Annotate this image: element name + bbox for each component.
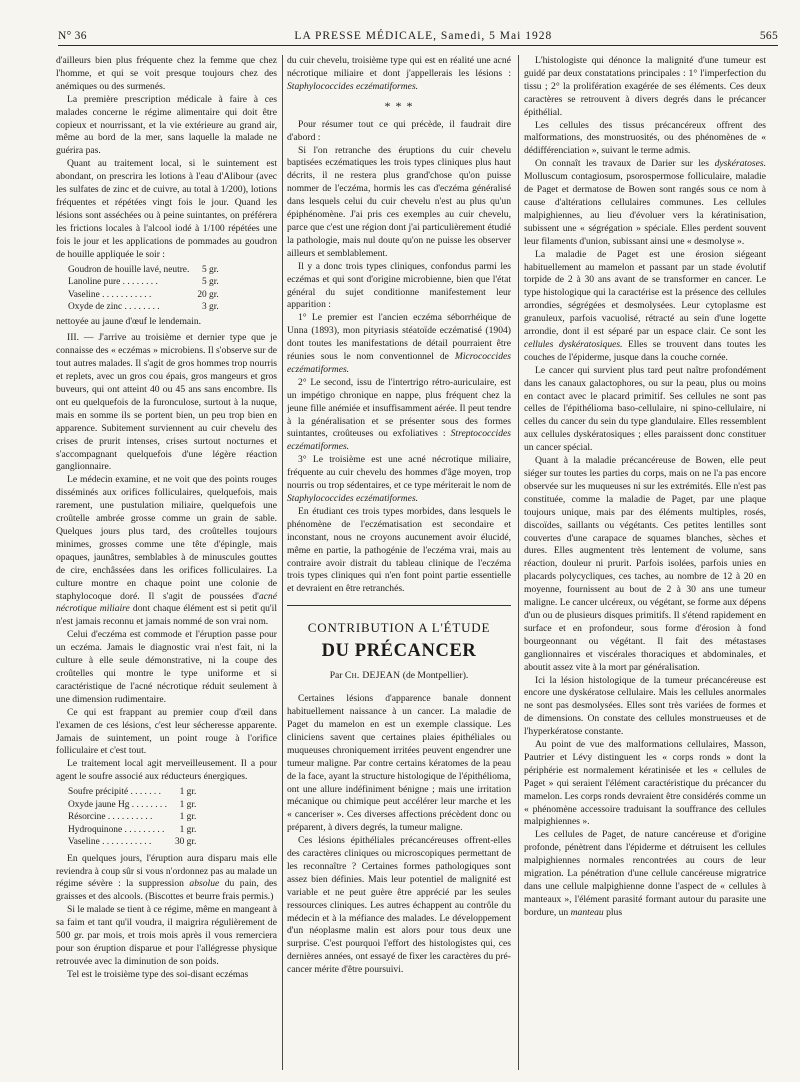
text-run: dont chaque élément est si petit qu'il n'est jamais reconnu et jamais nommé de son vrai nom.: [56, 603, 277, 628]
paragraph: Si le malade se tient à ce régime, même en mangeant à sa faim et tant qu'il voudra, il maigrira régulièrement de 500 gr. par mois, et trois mois après il vous remerciera pour son éruption disparue et pour l'allégresse physique retrouvée avec la diminution de son poids.: [56, 904, 277, 967]
text-run: Elles se trouvent dans toutes les couches de l'épiderme, jusque dans la couche cornée.: [524, 338, 766, 363]
paragraph: [287, 312, 511, 377]
paragraph: [524, 249, 766, 365]
paragraph: Au point de vue des malformations cellulaires, Masson, Pautrier et Lévy distinguent les « corps ronds » dont la périphérie est normalement kératinisée et les « cellules de Paget » qui seraient l'élément caractéristique du précancer du mamelon. Les corps ronds devraient être considérés comme un « phénomène accessoire traduisant la souffrance des cellules malpighiennes ».: [524, 739, 766, 828]
text-run: En quelques jours, l'éruption aura disparu mais elle reviendra à coup sûr si vous n'ordonnez pas au malade un régime sévère : la suppression: [56, 852, 277, 890]
paragraph: Il y a donc trois types cliniques, confondus parmi les eczémas et qui sont d'origine microbienne, bien que l'état général du sujet conditionne manifestement leur apparition :: [287, 260, 511, 311]
paragraph: [287, 454, 511, 506]
recipe-table: [66, 786, 198, 849]
text-run: Les cellules de Paget, de nature cancéreuse et d'origine profonde, pénètrent dans l'épiderme et détruisent les cellules malpighiennes normales rencontrées au cours de leur migration. La pénétration d'une cellule cancéreuse migratrice dans une cellule malpighienne donne l'aspect de « cellules à manteaux », l'élément parasité formant autour du parasite une bordure, un: [524, 829, 766, 918]
paragraph: En étudiant ces trois types morbides, dans lesquels le phénomène de l'eczématisation est secondaire et inconstant, nous ne croyons aucunement avoir élucidé, même en partie, la pathogénie de l'eczéma vrai, mais au contraire avoir distrait du tableau clinique de l'eczéma trois types cliniques qui n'en font point partie essentielle et devraient en être retranchés.: [287, 505, 511, 595]
emphasis: Staphylococcides eczématiformes.: [287, 493, 419, 504]
paragraph: Les cellules des tissus précancéreux offrent des malformations, des monstruosités, ou des phénomènes de « dédifférenciation », suivant le terme admis.: [524, 119, 766, 157]
column-2: [287, 55, 511, 1075]
paragraph: Le cancer qui survient plus tard peut naître profondément dans les canaux galactophores, ou sur la peau, plus ou moins en contact avec le placard primitif. Ses cellules ne sont pas celles de l'épithélioma baso-cellulaire, ni spino-cellulaire, ni celles du cancer du sein du type glandulaire. Elles ressemblent aux cellules dyskératosiques ; elles paraissent donc constituer un cancer spécial.: [524, 364, 766, 454]
section-rule: [287, 605, 511, 606]
paragraph: Le traitement local agit merveilleusement. Il a pour agent le soufre associé aux réducteurs énergiques.: [56, 758, 277, 783]
paragraph: d'ailleurs bien plus fréquente chez la femme que chez l'homme, et qui se voit presque toujours chez des anémiques ou des surmenés.: [56, 55, 277, 92]
paragraph: [524, 829, 766, 919]
emphasis: absolue: [189, 878, 220, 890]
recipe-row: [66, 786, 198, 799]
author-place: (de Montpellier).: [400, 670, 469, 682]
article-byline: [287, 670, 511, 683]
recipe-row: [66, 289, 221, 302]
ingredient: Oxyde jaune Hg . . . . . . . .: [68, 799, 167, 810]
text-run: 3° Le troisième est une acné nécrotique miliaire, fréquente au cuir chevelu des hommes d'âge moyen, trop nourris ou trop sédentaires, et ce type mériterait le nom de: [287, 454, 511, 492]
emphasis: dyskératoses.: [714, 158, 766, 170]
emphasis: Streptococcides eczématiformes.: [287, 428, 511, 453]
quantity: 5 gr.: [202, 264, 219, 275]
article-title: DU PRÉCANCER: [321, 641, 477, 662]
quantity: 1 gr.: [179, 787, 197, 798]
paragraph: [56, 853, 277, 905]
recipe-row: [66, 811, 198, 824]
ingredient: Vaseline . . . . . . . . . . .: [68, 837, 152, 848]
paragraph: Quant à la maladie précancéreuse de Bowen, elle peut siéger sur toutes les parties du corps, mais on ne l'a pas encore observée sur les muqueuses ni sur les extrémités. Elle n'est pas constituée, comme la maladie de Paget, par une plaque toujours unique, mais par des éléments multiples, rosés, discoïdes, saillants ou végétants. Ces petites lentilles sont couvertes d'une carapace de squames blanches, sèches et dures. Elles augmentent très lentement de volume, sans réaction, douleur ni prurit. Parfois isolées, parfois unies en placards polycycliques, ces taches, au nombre de 12 à 20 en moyenne, fournissent au bout de 2 à 30 ans une tumeur maligne. Le cancer ulcéreux, ou végétant, se forme aux dépens d'un ou de plusieurs disques primitifs. Il s'étend rapidement en surface et en profondeur, sous forme d'érosion à fond bourgeonnant ou végétant. Il fait des métastases ganglionnaires et viscérales thoraciques et abdominales, et aboutit assez vite à la mort par généralisation.: [524, 455, 766, 673]
paragraph: La première prescription médicale à faire à ces malades concerne le régime alimentaire qui doit être copieux et nourrissant, et la vie extérieure au grand air, même au bord de la mer, sans laquelle la malade ne guérira pas.: [56, 93, 277, 157]
paragraph: L'histologiste qui dénonce la malignité d'une tumeur est guidé par deux constatations principales : 1° l'imperfection du tissu ; 2° la prolifération exagérée de ses éléments. Ces deux caractères se retrouvent à divers degrés dans le précancer épithélial.: [524, 55, 766, 118]
text-run: La maladie de Paget est une érosion siégeant habituellement au mamelon et passant par un stade évolutif torpide de 2 à 30 ans avant de se transformer en cancer. Le type histologique qui la caractérise est la présence des cellules arrondies, ségrégées et desmolysées. Leur cytoplasme est granuleux, parfois vacuolisé, rétracté au sein d'une logette arrondie, dont il est séparé par un espace clair. Ce sont les: [524, 248, 766, 338]
text-run: du pain, des graisses et des alcools. (Biscottes et beurre frais permis.): [56, 878, 277, 903]
ingredient: Hydroquinone . . . . . . . . .: [68, 824, 165, 835]
paragraph: Ces lésions épithéliales précancéreuses offrent-elles des caractères cliniques ou microscopiques permettant de les reconnaître ? Certaines formes pathologiques sont assez bien définies. Mais leur potentiel de malignité est variable et ne peut guère être apprécié par les seules ressources cliniques. Les autres échappent au contrôle du médecin et à la méfiance des malades. Le développement d'un néoplasme malin est alors pour tous deux une surprise. C'est pourquoi l'effort des histologistes qui, ces dernières années, ont essayé de fixer les caractères du pré-cancer mérite d'être poursuivi.: [287, 835, 511, 976]
column-divider: [518, 55, 519, 1070]
text-run: Molluscum contagiosum, psorospermose folliculaire, maladie de Paget et dermatose de Bowen sont rangés sous ce nom à cause d'altérations cellulaires communes. Les cellules malpighiennes, au lieu d'évoluer vers la kératinisation, subissent une « ségrégation » spéciale. Elles perdent souvent leur filaments d'union, subissant ainsi une « desmolyse ».: [524, 171, 766, 247]
emphasis: Staphylococcides eczématiformes.: [287, 80, 419, 92]
author-name: Ch. DEJEAN: [344, 670, 401, 682]
recipe-row: [66, 824, 198, 837]
recipe-row: [66, 799, 198, 812]
ingredient: Lanoline pure . . . . . . . .: [68, 277, 158, 287]
article-kicker: CONTRIBUTION A L'ÉTUDE: [307, 620, 491, 636]
recipe-row: [66, 276, 221, 289]
paragraph: Pour résumer tout ce qui précède, il faudrait dire d'abord :: [287, 118, 511, 143]
column-1: [56, 55, 277, 1075]
header-rule: [58, 45, 778, 46]
emphasis: Micrococcides eczématiformes.: [287, 351, 511, 375]
text-run: 1° Le premier est l'ancien eczéma séborrhéique de Unna (1893), mon pityriasis stéatoïde eczématisé (1904) dont toutes les manifestations de détail pourraient être réunies sous le nom conventionnel de: [287, 312, 511, 363]
paragraph: Si l'on retranche des éruptions du cuir chevelu baptisées eczématiques les trois types cliniques plus haut décrits, il ne restera plus grand'chose qu'on puisse nommer de l'eczéma, hormis les cas d'eczéma généralisé dans lesquels celui du cuir chevelu n'est au plus qu'un épiphénomène. J'ai pris ces exemples au cuir chevelu, parce que c'est une région dont j'ai particulièrement étudié la pathologie, mais nul doute qu'on ne puisse les observer ailleurs et semblablement.: [287, 144, 511, 259]
ingredient: Oxyde de zinc . . . . . . . .: [68, 302, 160, 312]
text-run: du cuir chevelu, troisième type qui est en réalité une acné nécrotique miliaire et dont j'appellerais les lésions :: [287, 55, 511, 79]
page-number: 565: [759, 30, 778, 42]
ingredient: Soufre précipité . . . . . . .: [68, 787, 161, 798]
paragraph: nettoyée au jaune d'œuf le lendemain.: [56, 315, 202, 327]
asterism: * * *: [384, 98, 414, 113]
text-run: plus: [603, 906, 623, 918]
column-divider: [282, 55, 283, 1070]
page-header: [58, 30, 778, 44]
issue-number: N° 36: [58, 30, 87, 42]
recipe-table: [66, 264, 221, 314]
quantity: 30 gr.: [174, 837, 197, 848]
column-3: [524, 55, 766, 1075]
paragraph: [56, 474, 277, 629]
paragraph: Quant au traitement local, si le suintement est abondant, on prescrira les lotions à l'eau d'Alibour (avec les sulfates de zinc et de cuivre, au total à 1/200), lotions fréquentes et répétées vingt fois le jour. Quand les lésions sont asséchées ou à peine suintantes, on préférera les frictions locales à l'alcool iodé à 1/100 répétées une fois le jour et les applications de pommades au goudron de houille appliquée le soir :: [56, 158, 277, 260]
text-run: 2° Le second, issu de l'intertrigo rétro-auriculaire, est un impétigo chronique en nappe, plus fréquent chez la jeune fille anémiée et insuffisamment aérée. Il peut tendre à la généralisation et se présenter sous des formes suintantes, croûteuses ou exfoliatives :: [287, 376, 511, 440]
ingredient: Goudron de houille lavé, neutre.: [68, 264, 190, 275]
paragraph: Tel est le troisième type des soi-disant eczémas: [67, 968, 249, 980]
ingredient: Résorcine . . . . . . . . . .: [68, 812, 153, 823]
paragraph: [287, 377, 511, 454]
journal-title: LA PRESSE MÉDICALE, Samedi, 5 Mai 1928: [294, 30, 553, 42]
emphasis: cellules dyskératosiques.: [524, 338, 623, 350]
quantity: 1 gr.: [179, 824, 197, 835]
recipe-row: [66, 264, 221, 277]
paragraph: Ce qui est frappant au premier coup d'œil dans l'examen de ces lésions, c'est leur sécheresse apparente. Jamais de suintement, un point rouge à l'orifice folliculaire et c'est tout.: [56, 706, 277, 757]
quantity: 1 gr.: [179, 799, 197, 810]
quantity: 3 gr.: [202, 302, 219, 312]
recipe-row: [66, 301, 221, 314]
emphasis: manteau: [570, 906, 604, 918]
paragraph: Ici la lésion histologique de la tumeur précancéreuse est encore une dyskératose cellulaire. Mais les cellules anormales ne sont pas desmolysées. Elles sont très variées de formes et de dimensions. On constate des cellules monstrueuses et de l'hyperkératose constante.: [524, 674, 766, 738]
text-run: On connaît les travaux de Darier sur les: [535, 158, 715, 170]
text-run: Le médecin examine, et ne voit que des points rouges disséminés aux orifices folliculaires, quelquefois, mais rarement, une pustulation miliaire, quelquefois une croûtelle ambrée grosse comme un grain de sable. Quelques jours plus tard, des croûtelles toujours minimes, grosses comme une tête d'épingle, mais opaques, jaunâtres, semblables à de minuscules gouttes de cire, enchâssées dans les orifices folliculaires. La culture montre en chaque point une colonie de staphylocoque doré. Il s'agit de poussées d': [56, 474, 277, 602]
paragraph: [287, 55, 511, 94]
quantity: 1 gr.: [179, 812, 197, 823]
recipe-row: [66, 836, 198, 849]
paragraph: Celui d'eczéma est commode et l'éruption passe pour un eczéma. Jamais le diagnostic vrai n'est fait, ni la culture à elle seule démonstrative, ni la coupe des croûtelles qui montre le type uniforme et si caractéristique de l'acné nécrotique réduit seulement à une dimension rudimentaire.: [56, 629, 277, 705]
emphasis: acné nécrotique miliaire: [56, 590, 277, 615]
ingredient: Vaseline . . . . . . . . . . .: [68, 289, 152, 300]
paragraph: [524, 158, 766, 248]
paragraph: III. — J'arrive au troisième et dernier type que je connaisse des « eczémas » microbiens. Il s'observe sur de tout autres malades. Il s'agit de gros hommes trop nourris et replets, avec un gros cou épais, gros mangeurs et gros buveurs, qui ont atteint 40 ou 45 ans sans encombre. Ils ont eu quelquefois de la furonculose, surtout à la nuque, mais en somme ils se portent bien, un peu trop bien en apparence. Subitement surviennent au cuir chevelu des crises de prurit intenses, crises surtout nocturnes et s'accompagnant quelquefois d'une légère réaction ganglionnaire.: [56, 332, 277, 473]
quantity: 20 gr.: [197, 289, 219, 300]
paragraph: Certaines lésions d'apparence banale donnent habituellement naissance à un cancer. La maladie de Paget du mamelon en est un exemple classique. Les cliniciens savent que certaines plaies épithéliales ou muqueuses chroniquement irritées peuvent engendrer une tumeur maligne. Par contre certains kératomes de la peau de la face, ayant la structure histologique de l'épithélioma, ont une allure indéfiniment bénigne ; mais une irritation mécanique ou chimique peut accélérer leur marche et les « canceriser ». Ces diverses affections précèdent donc ou préparent, à divers degrés, la tumeur maligne.: [287, 693, 511, 834]
byline-prefix: Par: [329, 670, 345, 682]
quantity: 5 gr.: [202, 277, 219, 287]
